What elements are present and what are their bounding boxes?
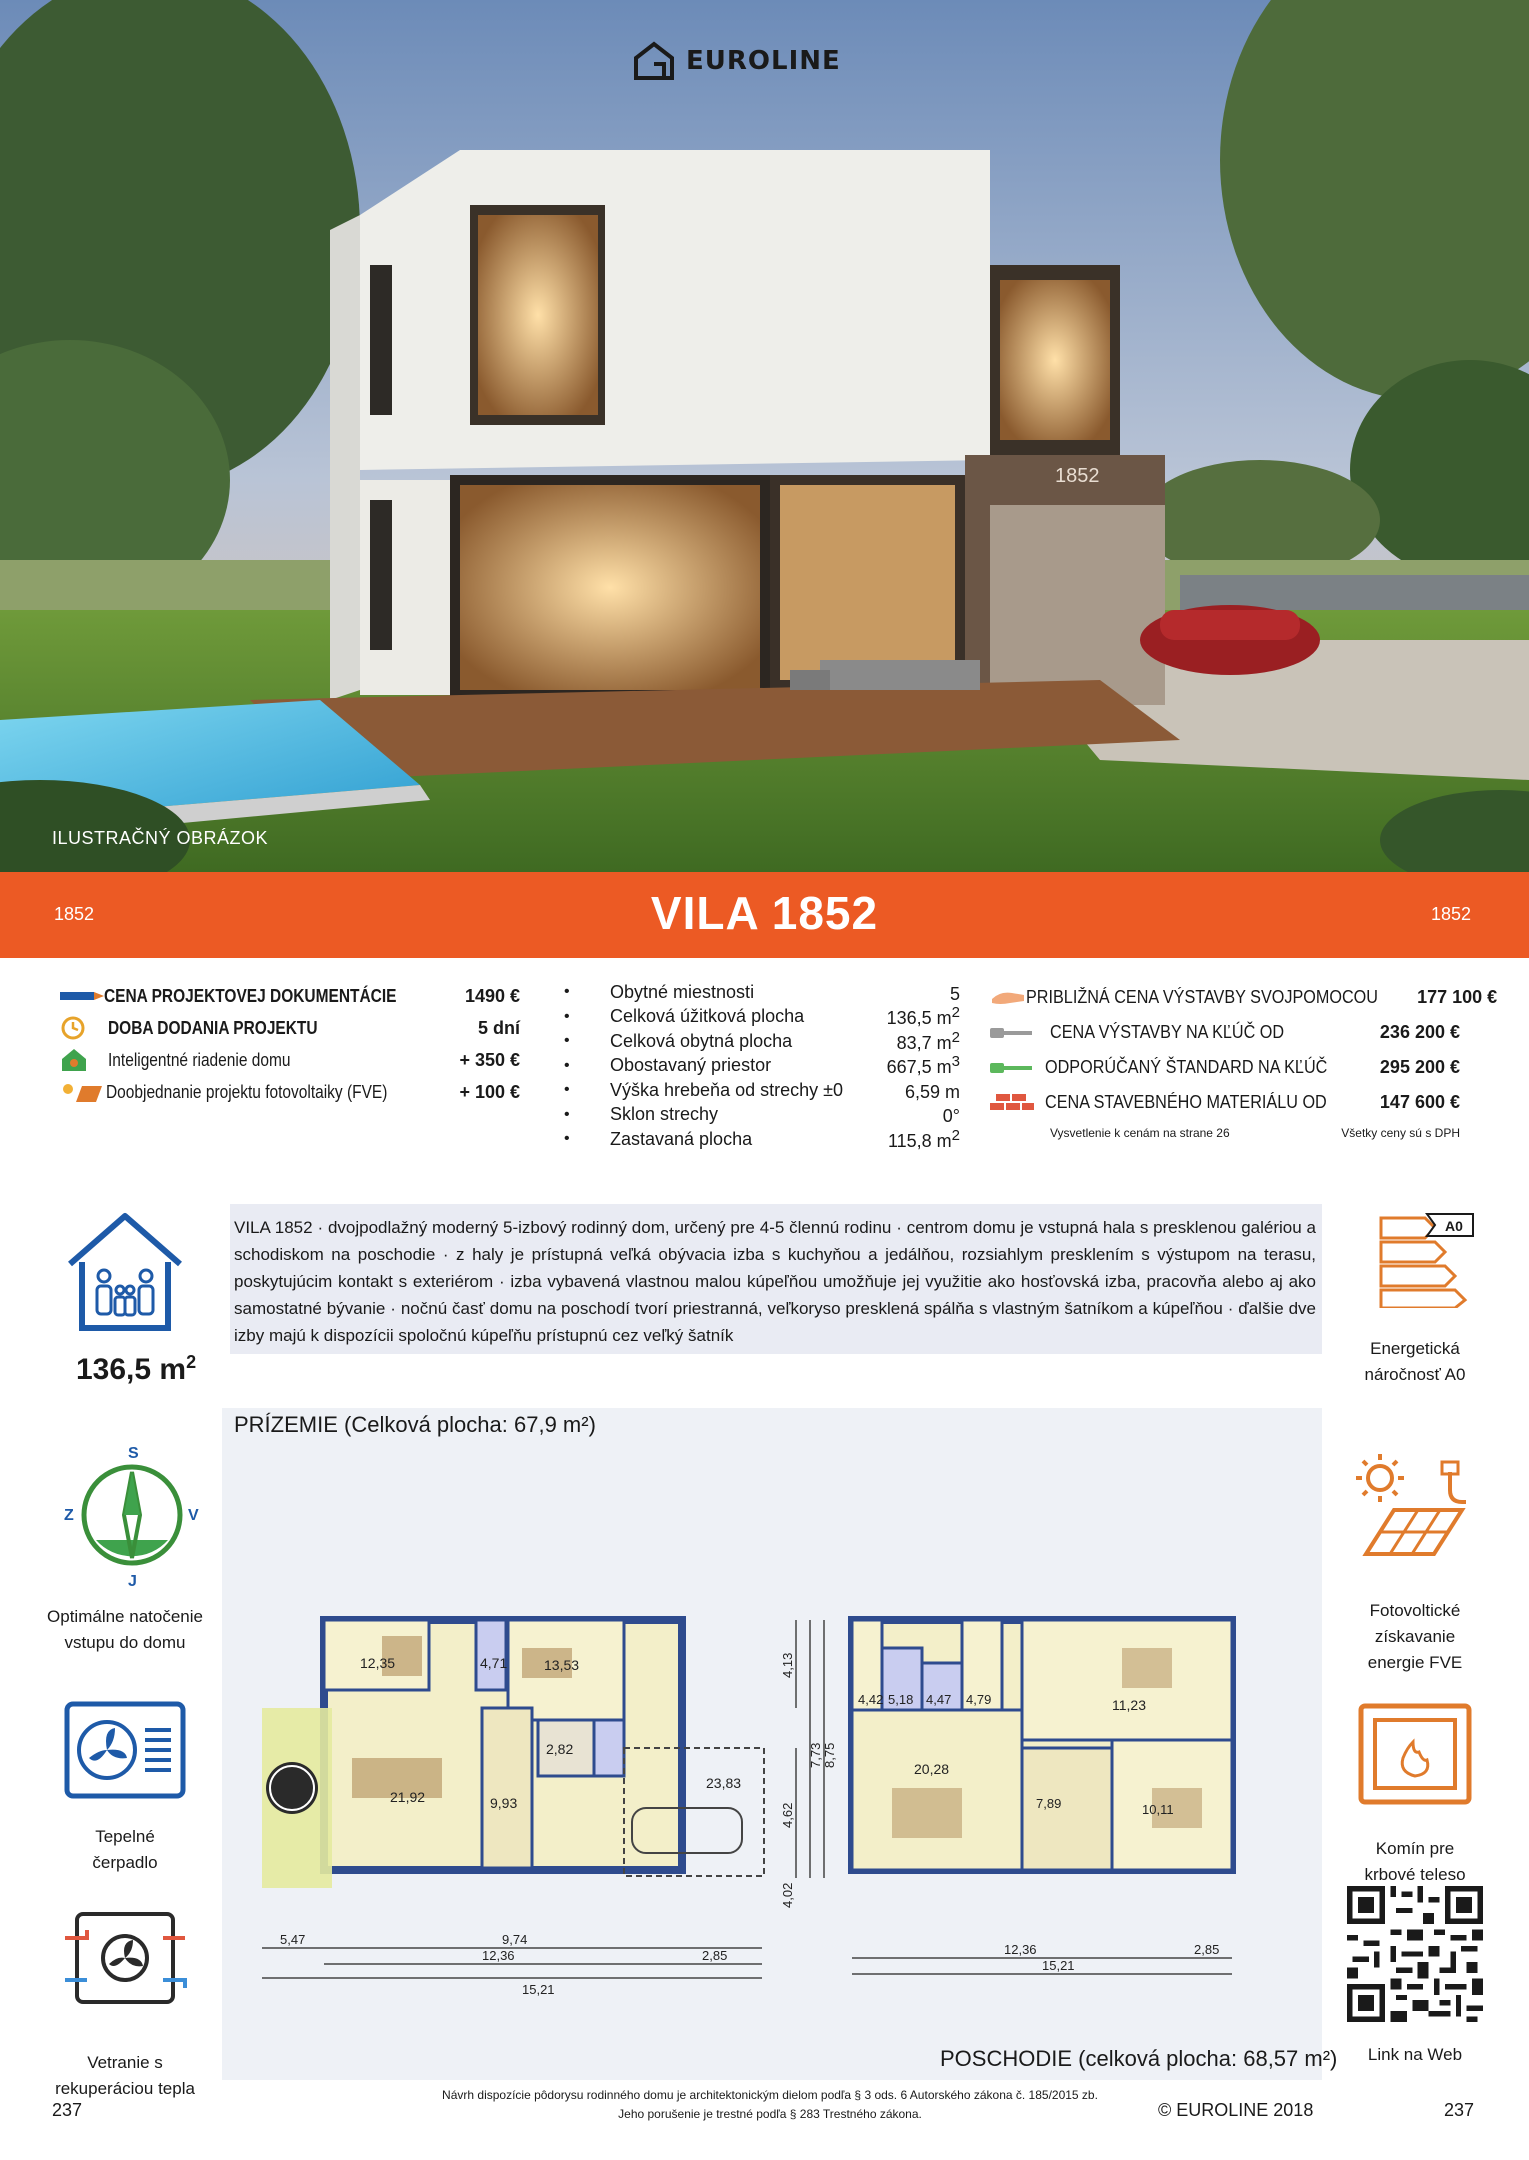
key-grey-icon <box>990 1025 1050 1041</box>
house-illustration <box>0 0 1529 872</box>
copyright: © EUROLINE 2018 <box>1158 2100 1314 2120</box>
spec-label: Inteligentné riadenie domu <box>108 1049 291 1070</box>
brand-name: EUROLINE <box>686 46 841 76</box>
price-value: 295 200 € <box>1379 1057 1460 1077</box>
room-area: 2,82 <box>546 1741 574 1757</box>
project-code-right: 1852 <box>1430 904 1471 924</box>
smart-home-icon <box>60 1046 108 1074</box>
solar-panel-icon <box>60 1078 106 1106</box>
room-area: 12,35 <box>360 1655 396 1671</box>
building-parameters <box>560 980 960 1152</box>
heat-pump-label: Tepelné čerpadlo <box>92 1827 158 1872</box>
spec-value: + 100 € <box>459 1081 520 1102</box>
param-value: 115,8 $m^2$ <box>887 1126 960 1151</box>
fireplace-icon <box>1353 1702 1477 1806</box>
heat-pump-icon <box>63 1700 187 1804</box>
param-label: Celková obytná plocha <box>610 1030 793 1051</box>
house-logo-icon <box>632 40 676 82</box>
param-row: • Obytné miestnosti 5 <box>564 981 960 1004</box>
param-row: • Celková úžitková plocha 136,5 $m^2$ <box>564 1004 960 1029</box>
ventilation-label: Vetranie s rekuperáciou tepla <box>55 2053 195 2098</box>
house-description: VILA 1852 · dvojpodlažný moderný 5-izbový rodinný dom, určený pre 4-5 člennú rodinu · centrom domu je vstupná hala s presklenou galériou a schodiskom na poschodie · z haly je prístupná veľká obývacia izba s kuchyňou a jedálňou, rozsiahlym presklením s výstupom na terasu, poskytujúcim kontakt s exteriérom · izba vybavená vlastnou malou kúpeľňou umožňuje jej využitie ako hosťovská izba, pracovňa alebo aj ako samostatné bývanie · nočnú časť domu na poschodí tvorí priestranná, veľkoryso presklená spálňa s vlastným šatníkom a kúpeľňou · ďalšie dve izby majú k dispozícii spoločnú kúpeľňu prístupnú cez veľký šatník <box>230 1204 1322 1354</box>
fireplace-block <box>1325 1702 1505 1888</box>
param-label: Zastavaná plocha <box>610 1128 753 1149</box>
room-area: 4,71 <box>480 1655 508 1671</box>
param-label: Výška hrebeňa od strechy ±0 <box>610 1079 844 1100</box>
solar-energy-icon <box>1350 1450 1480 1560</box>
spec-label: DOBA DODANIA PROJEKTU <box>108 1017 318 1038</box>
project-code-left: 1852 <box>54 904 95 924</box>
price-value: 177 100 € <box>1417 987 1498 1007</box>
dimension: 4,62 <box>780 1802 795 1828</box>
compass-w: Z <box>64 1507 74 1524</box>
bricks-icon <box>990 1094 1045 1112</box>
page-title: VILA 1852 <box>650 887 879 939</box>
floor-plans <box>222 1408 1322 2080</box>
usable-area: 136,5 $m^2$ <box>76 1352 197 1386</box>
dimension: 12,36 <box>482 1948 515 1963</box>
room-area: 23,83 <box>706 1775 742 1791</box>
dimension: 2,85 <box>1194 1942 1220 1957</box>
hero-image <box>0 0 1529 872</box>
param-row: • Sklon strechy 0° <box>564 1104 960 1127</box>
param-value: 136,5 $m^2$ <box>886 1004 960 1029</box>
family-house-icon <box>60 1206 190 1336</box>
ventilation-icon <box>63 1908 187 2008</box>
pencil-icon <box>60 982 104 1010</box>
room-area: 20,28 <box>914 1761 950 1777</box>
spec-row-smart-home <box>60 1044 520 1076</box>
param-label: Obytné miestnosti <box>610 981 755 1002</box>
price-row <box>990 1015 1460 1050</box>
param-row: • Výška hrebeňa od strechy ±0 6,59 m <box>564 1079 960 1102</box>
price-label: ODPORÚČANÝ ŠTANDARD NA KĽÚČ <box>1045 1057 1328 1077</box>
page-number-left: 237 <box>52 2100 83 2120</box>
spec-row-solar <box>60 1076 520 1108</box>
param-label: Sklon strechy <box>610 1104 719 1125</box>
dimension: 4,13 <box>780 1652 795 1678</box>
price-row <box>990 1085 1460 1120</box>
spec-row-price <box>60 980 520 1012</box>
qr-code-icon[interactable] <box>1347 1886 1483 2022</box>
price-label: CENA VÝSTAVBY NA KĽÚČ OD <box>1050 1022 1285 1042</box>
price-notes <box>990 1126 1460 1140</box>
price-row <box>990 980 1498 1015</box>
room-area: 9,93 <box>490 1795 518 1811</box>
compass-block <box>40 1440 210 1656</box>
project-specs <box>60 980 520 1108</box>
param-label: Celková úžitková plocha <box>610 1006 805 1027</box>
spec-label: CENA PROJEKTOVEJ DOKUMENTÁCIE <box>104 985 397 1006</box>
euroline-logo <box>632 40 841 82</box>
dimension: 15,21 <box>1042 1958 1075 1973</box>
dimension: 4,02 <box>780 1882 795 1908</box>
compass-s: J <box>128 1573 137 1590</box>
spec-label: Doobjednanie projektu fotovoltaiky (FVE) <box>106 1081 388 1102</box>
price-note-left: Vysvetlenie k cenám na strane 26 <box>1050 1126 1230 1140</box>
spec-value: 5 dní <box>477 1017 520 1038</box>
param-row: • Obostavaný priestor 667,5 $m^3$ <box>564 1053 960 1078</box>
page-number-right: 237 <box>1444 2100 1475 2120</box>
price-note-right: Všetky ceny sú s DPH <box>1341 1126 1460 1140</box>
dimension: 8,75 <box>822 1742 837 1768</box>
upper-floor-title: POSCHODIE (celková plocha: 68,57 m²) <box>940 2046 1338 2071</box>
spec-value: + 350 € <box>459 1049 520 1070</box>
family-house-block <box>40 1206 210 1344</box>
room-area: 4,47 <box>926 1692 952 1707</box>
room-area: 11,23 <box>1112 1697 1146 1713</box>
energy-class-block <box>1325 1212 1505 1388</box>
price-label: PRIBLIŽNÁ CENA VÝSTAVBY SVOJPOMOCOU <box>1026 987 1378 1007</box>
key-green-icon <box>990 1060 1045 1076</box>
compass-e: V <box>188 1507 199 1524</box>
qr-label[interactable]: Link na Web <box>1367 2045 1463 2064</box>
room-area: 10,11 <box>1142 1802 1174 1817</box>
param-value: 667,5 $m^3$ <box>886 1053 960 1078</box>
dimension: 2,85 <box>702 1948 728 1963</box>
price-value: 147 600 € <box>1379 1092 1460 1112</box>
energy-badge: A0 <box>1445 1218 1463 1234</box>
illustration-caption: ILUSTRAČNÝ OBRÁZOK <box>52 828 269 848</box>
param-value: 0° <box>942 1106 960 1127</box>
param-value: 5 <box>949 983 960 1004</box>
param-value: 6,59 m <box>904 1081 960 1102</box>
title-band <box>0 872 1529 958</box>
ventilation-block <box>40 1908 210 2102</box>
dimension: 9,74 <box>502 1932 528 1947</box>
legal-notice <box>390 2086 1150 2124</box>
dimension: 12,36 <box>1004 1942 1037 1957</box>
param-row: • Celková obytná plocha 83,7 $m^2$ <box>564 1028 960 1053</box>
energy-class-icon <box>1353 1212 1477 1308</box>
construction-prices <box>990 980 1498 1140</box>
room-area: 21,92 <box>390 1789 426 1805</box>
price-value: 236 200 € <box>1379 1022 1460 1042</box>
room-area: 4,42 <box>858 1692 884 1707</box>
spec-value: 1490 € <box>464 985 520 1006</box>
room-area: 7,89 <box>1036 1796 1062 1811</box>
hand-icon <box>990 989 1026 1007</box>
param-value: 83,7 $m^2$ <box>896 1028 960 1053</box>
compass-n: S <box>128 1445 139 1462</box>
compass-label: Optimálne natočenie vstupu do domu <box>47 1607 203 1652</box>
room-area: 13,53 <box>544 1657 580 1673</box>
room-area: 5,18 <box>888 1692 914 1707</box>
heat-pump-block <box>40 1700 210 1876</box>
legal-line-1: Návrh dispozície pôdorysu rodinného domu je architektonickým dielom podľa § 3 ods. 6 Autorského zákona č. 185/2015 zb. <box>442 2088 1098 2102</box>
room-area: 4,79 <box>966 1692 992 1707</box>
house-number-sign: 1852 <box>1055 465 1100 487</box>
fireplace-label: Komín pre krbové teleso <box>1364 1839 1466 1884</box>
clock-icon <box>60 1014 108 1042</box>
dimension: 15,21 <box>522 1982 555 1997</box>
spec-row-delivery <box>60 1012 520 1044</box>
ground-floor-title: PRÍZEMIE (Celková plocha: 67,9 m²) <box>234 1412 596 1437</box>
param-row: • Zastavaná plocha 115,8 $m^2$ <box>564 1126 960 1151</box>
floor-plan-drawing <box>222 1408 1322 2080</box>
compass-icon <box>50 1440 200 1590</box>
solar-label: Fotovoltické získavanie energie FVE <box>1367 1601 1463 1672</box>
dimension: 5,47 <box>280 1932 306 1947</box>
energy-label: Energetická náročnosť A0 <box>1364 1339 1466 1384</box>
dimension: 7,73 <box>808 1742 823 1768</box>
price-label: CENA STAVEBNÉHO MATERIÁLU OD <box>1045 1092 1328 1112</box>
qr-block[interactable] <box>1325 1886 1505 2068</box>
solar-block <box>1325 1450 1505 1676</box>
legal-line-2: Jeho porušenie je trestné podľa § 283 Trestného zákona. <box>618 2107 922 2121</box>
param-label: Obostavaný priestor <box>610 1055 772 1076</box>
price-row <box>990 1050 1460 1085</box>
